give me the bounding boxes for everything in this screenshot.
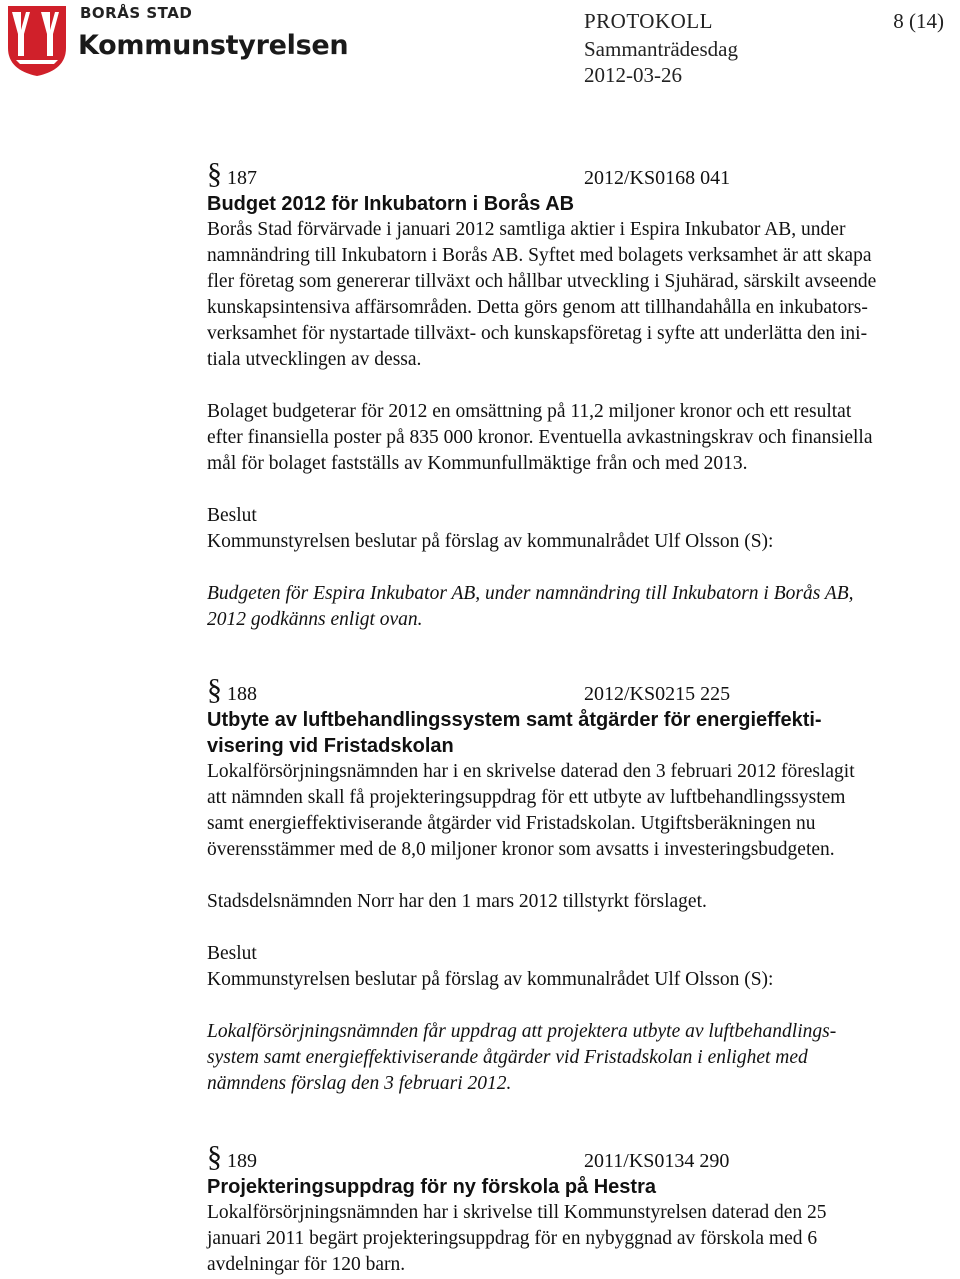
text-line: Lokalförsörjningsnämnden har i en skrivelse daterad den 3 februari 2012 föreslagit bbox=[207, 761, 855, 782]
page-number: 8 (14) bbox=[893, 9, 944, 33]
section-number: 188 bbox=[227, 683, 257, 705]
title-line: visering vid Fristadskolan bbox=[207, 735, 454, 757]
text-line: verksamhet för nystartade tillväxt- och kunskapsföretag i syfte att underlätta den ini- bbox=[207, 323, 868, 344]
text-line: Borås Stad förvärvade i januari 2012 samtliga aktier i Espira Inkubator AB, under bbox=[207, 219, 846, 240]
case-number: 2012/KS0215 225 bbox=[584, 683, 731, 705]
text-line: att nämnden skall få projekteringsuppdrag för ett utbyte av luftbehandlingssystem bbox=[207, 787, 846, 808]
text-line: Bolaget budgeterar för 2012 en omsättning på 11,2 miljoner kronor och ett resultat bbox=[207, 401, 852, 422]
text-line: avdelningar för 120 barn. bbox=[207, 1254, 406, 1275]
body-paragraph bbox=[207, 759, 942, 863]
beslut-intro: Kommunstyrelsen beslutar på förslag av kommunalrådet Ulf Olsson (S): bbox=[207, 531, 774, 552]
meeting-label: Sammanträdesdag bbox=[584, 37, 738, 61]
beslut-heading: Beslut bbox=[207, 943, 257, 964]
section-title bbox=[207, 707, 942, 759]
text-line: system samt energieffektiviserande åtgärder vid Fristadskolan i enlighet med bbox=[207, 1047, 808, 1068]
text-line: Lokalförsörjningsnämnden får uppdrag att projektera utbyte av luftbehandlings- bbox=[207, 1021, 837, 1042]
city-coat-of-arms-logo bbox=[6, 4, 68, 78]
logo-organisation-name: Kommunstyrelsen bbox=[78, 30, 349, 61]
decision-text bbox=[207, 1019, 942, 1097]
paragraph-sign: § bbox=[207, 1140, 222, 1173]
title-line: Utbyte av luftbehandlingssystem samt åtgärder för energieffekti- bbox=[207, 709, 822, 731]
text-line: 2012 godkänns enligt ovan. bbox=[207, 609, 423, 630]
section-188 bbox=[207, 673, 942, 1097]
section-number: 189 bbox=[227, 1150, 257, 1172]
text-line: Budgeten för Espira Inkubator AB, under namnändring till Inkubatorn i Borås AB, bbox=[207, 583, 854, 604]
text-line: tiala utvecklingen av dessa. bbox=[207, 349, 422, 370]
body-paragraph bbox=[207, 217, 942, 373]
body-paragraph bbox=[207, 399, 942, 477]
text-line: Lokalförsörjningsnämnden har i skrivelse till Kommunstyrelsen daterad den 25 bbox=[207, 1202, 827, 1223]
text-line: namnändring till Inkubatorn i Borås AB. Syftet med bolagets verksamhet är att skapa bbox=[207, 245, 872, 266]
section-number: 187 bbox=[227, 167, 257, 189]
body-paragraph bbox=[207, 1200, 942, 1278]
meeting-date: 2012-03-26 bbox=[584, 63, 682, 87]
section-187 bbox=[207, 157, 942, 633]
decision-text bbox=[207, 581, 942, 633]
section-title: Budget 2012 för Inkubatorn i Borås AB bbox=[207, 193, 575, 215]
logo-city-name: BORÅS STAD bbox=[80, 4, 193, 22]
paragraph-sign: § bbox=[207, 157, 222, 190]
case-number: 2012/KS0168 041 bbox=[584, 167, 731, 189]
text-line: överensstämmer med de 8,0 miljoner kronor som avsatts i investeringsbudgeten. bbox=[207, 839, 835, 860]
beslut-heading: Beslut bbox=[207, 505, 257, 526]
text-line: nämndens förslag den 3 februari 2012. bbox=[207, 1073, 512, 1094]
text-line: fler företag som genererar tillväxt och hållbar utveckling i Sjuhärad, särskilt avseende bbox=[207, 271, 877, 292]
beslut-intro: Kommunstyrelsen beslutar på förslag av kommunalrådet Ulf Olsson (S): bbox=[207, 969, 774, 990]
paragraph-sign: § bbox=[207, 673, 222, 706]
case-number: 2011/KS0134 290 bbox=[584, 1150, 730, 1172]
section-title: Projekteringsuppdrag för ny förskola på Hestra bbox=[207, 1176, 656, 1198]
document-type: PROTOKOLL bbox=[584, 9, 713, 33]
text-line: samt energieffektiviserande åtgärder vid Fristadskolan. Utgiftsberäkningen nu bbox=[207, 813, 816, 834]
body-paragraph: Stadsdelsnämnden Norr har den 1 mars 2012 tillstyrkt förslaget. bbox=[207, 891, 707, 912]
section-189 bbox=[207, 1140, 942, 1278]
text-line: kunskapsintensiva affärsområden. Detta görs genom att tillhandahålla en inkubators- bbox=[207, 297, 868, 318]
text-line: mål för bolaget fastställs av Kommunfullmäktige från och med 2013. bbox=[207, 453, 748, 474]
text-line: efter finansiella poster på 835 000 kronor. Eventuella avkastningskrav och finansiella bbox=[207, 427, 873, 448]
text-line: januari 2011 begärt projekteringsuppdrag för en nybyggnad av förskola med 6 bbox=[207, 1228, 818, 1249]
